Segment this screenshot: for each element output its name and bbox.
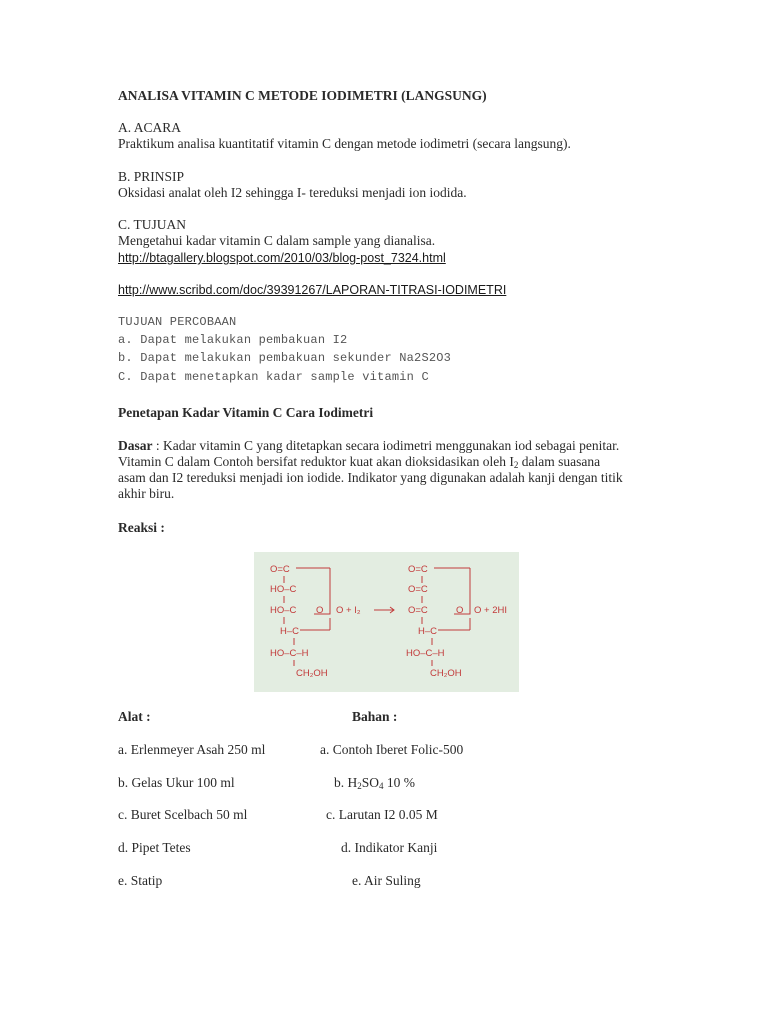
acara-heading: A. ACARA [118,120,182,135]
prinsip-text: Oksidasi analat oleh I2 sehingga I- tereduksi menjadi ion iodida. [118,185,467,200]
bahan-item: d. Indikator Kanji [341,840,438,855]
struct-left-ring-o: O [316,605,324,616]
alat-item: d. Pipet Tetes [118,840,191,855]
dasar-line1-text: : Kadar vitamin C yang ditetapkan secara iodimetri menggunakan iod sebagai penitar. [152,438,620,453]
dasar-line-3: asam dan I2 tereduksi menjadi ion iodide. Indikator yang digunakan adalah kanji dengan titik [118,470,623,485]
acara-text: Praktikum analisa kuantitatif vitamin C dengan metode iodimetri (secara langsung). [118,136,571,151]
struct-right-atom: O=C [408,605,428,616]
struct-right-atom: O=C [408,584,428,595]
tujuan-percobaan-item: C. Dapat menetapkan kadar sample vitamin C [118,370,429,384]
struct-left-atom: O=C [270,564,290,575]
alat-item: e. Statip [118,873,163,888]
struct-left-atom: H–C [280,626,300,637]
dasar-line2b: dalam suasana [518,454,601,469]
ascorbic-acid-oxidation-diagram [254,552,519,692]
bahan-b-mid: SO [361,775,380,790]
struct-right-atom: CH₂OH [430,668,462,679]
dasar-line2a: Vitamin C dalam Contoh bersifat reduktor kuat akan dioksidasikan oleh I [118,454,514,469]
tujuan-text: Mengetahui kadar vitamin C dalam sample yang dianalisa. [118,233,436,248]
alat-heading: Alat : [118,709,151,724]
dasar-line-4: akhir biru. [118,486,175,501]
alat-item: b. Gelas Ukur 100 ml [118,775,235,790]
bahan-item: c. Larutan I2 0.05 M [326,807,438,822]
bahan-item: a. Contoh Iberet Folic-500 [320,742,464,757]
struct-left-atom: CH₂OH [296,668,328,679]
struct-right-atom: HO–C–H [406,648,445,659]
struct-right-atom: H–C [418,626,438,637]
struct-right-atom: O=C [408,564,428,575]
tujuan-percobaan-item: b. Dapat melakukan pembakuan sekunder Na2S2O3 [118,351,452,365]
alat-item: c. Buret Scelbach 50 ml [118,807,248,822]
doc-title: ANALISA VITAMIN C METODE IODIMETRI (LANGSUNG) [118,88,487,103]
struct-product: O + 2HI [474,605,507,616]
dasar-line2-sub: 2 [513,460,519,470]
bahan-item [334,775,415,791]
tujuan-percobaan-item: a. Dapat melakukan pembakuan I2 [118,333,348,347]
struct-reagent: O + I₂ [336,605,361,616]
reaksi-heading: Reaksi : [118,520,165,535]
tujuan-heading: C. TUJUAN [118,217,187,232]
struct-left-atom: HO–C [270,605,297,616]
dasar-line-1 [118,438,619,454]
prinsip-heading: B. PRINSIP [118,169,185,184]
link-btagallery[interactable]: http://btagallery.blogspot.com/2010/03/blog-post_7324.html [118,251,446,265]
bahan-b-sub2: 4 [379,781,384,791]
dasar-line-2 [118,454,600,470]
penetapan-heading: Penetapan Kadar Vitamin C Cara Iodimetri [118,405,374,420]
tujuan-percobaan-heading: TUJUAN PERCOBAAN [118,315,237,329]
bahan-heading: Bahan : [352,709,398,724]
struct-right-ring-o: O [456,605,464,616]
struct-left-atom: HO–C [270,584,297,595]
bahan-item: e. Air Suling [352,873,421,888]
alat-item: a. Erlenmeyer Asah 250 ml [118,742,266,757]
struct-left-atom: HO–C–H [270,648,309,659]
dasar-label: Dasar [118,438,153,453]
bahan-b-sub1: 2 [357,781,362,791]
bahan-b-suffix: 10 % [383,775,416,790]
bahan-b-prefix: b. H [334,775,358,790]
link-scribd[interactable]: http://www.scribd.com/doc/39391267/LAPORAN-TITRASI-IODIMETRI [118,283,507,297]
reaction-figure [254,552,519,692]
